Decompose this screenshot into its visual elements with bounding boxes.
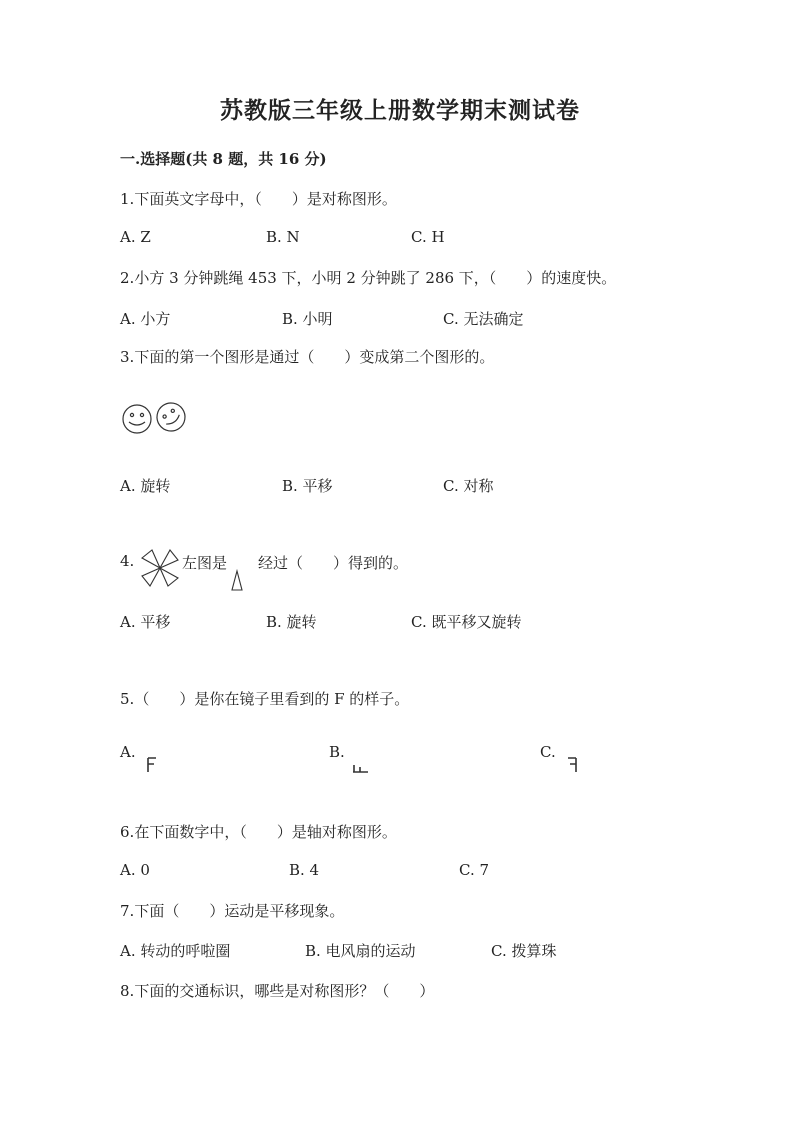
letter-f-mirrored-icon (566, 757, 578, 773)
question-1 (120, 188, 397, 209)
question-text: 在下面数字中，（ ）是轴对称图形。 (134, 823, 397, 841)
triangle-blade-icon (230, 570, 244, 592)
question-3 (120, 346, 494, 367)
question-text: 下面英文字母中，（ ）是对称图形。 (134, 190, 397, 208)
question-number: 2. (120, 269, 135, 287)
question-text: 下面的交通标识，哪些是对称图形？（ ） (134, 982, 435, 1000)
smiley-faces-icon (120, 400, 190, 436)
option-a: A. 平移 (120, 613, 171, 631)
option-b: B. 电风扇的运动 (305, 942, 416, 960)
question-number: 6. (120, 823, 135, 841)
option-b: B. 旋转 (266, 613, 317, 631)
question-number: 8. (120, 982, 135, 1000)
question-text: 小方 3 分钟跳绳 453 下，小明 2 分钟跳了 286 下，（ ）的速度快。 (134, 269, 617, 287)
question-6 (120, 821, 397, 842)
section-heading: 一.选择题(共 8 题，共 16 分) (120, 150, 327, 168)
option-c: C. 拨算珠 (491, 942, 557, 960)
question-7 (120, 900, 344, 921)
question-4-number: 4. (120, 552, 135, 570)
option-b: B. 小明 (282, 310, 333, 328)
option-a: A. 小方 (120, 310, 171, 328)
question-text: 下面的第一个图形是通过（ ）变成第二个图形的。 (134, 348, 495, 366)
question-text: 下面（ ）运动是平移现象。 (134, 902, 345, 920)
option-a: A. Z (120, 228, 151, 246)
option-c: C. 7 (459, 861, 490, 879)
question-4-text-after: 经过（ ）得到的。 (258, 554, 409, 572)
option-a: A. 旋转 (120, 477, 171, 495)
question-4-text-before: 左图是 (182, 554, 228, 572)
option-c: C. 既平移又旋转 (411, 613, 522, 631)
question-5 (120, 688, 409, 709)
letter-f-upright-icon (146, 757, 158, 773)
page-title: 苏教版三年级上册数学期末测试卷 (220, 97, 580, 124)
question-text: （ ）是你在镜子里看到的 F 的样子。 (134, 690, 410, 708)
pinwheel-icon (138, 548, 182, 588)
option-a: A. 0 (120, 861, 150, 879)
question-number: 5. (120, 690, 135, 708)
question-number: 1. (120, 190, 135, 208)
question-8 (120, 980, 434, 1001)
option-c: C. 对称 (443, 477, 494, 495)
option-b: B. (329, 743, 345, 761)
option-c: C. H (411, 228, 445, 246)
option-c: C. 无法确定 (443, 310, 524, 328)
option-a: A. (120, 743, 136, 761)
question-number: 7. (120, 902, 135, 920)
question-2 (120, 267, 616, 288)
question-number: 3. (120, 348, 135, 366)
option-b: B. 平移 (282, 477, 333, 495)
option-b: B. N (266, 228, 300, 246)
option-c: C. (540, 743, 556, 761)
option-a: A. 转动的呼啦圈 (120, 942, 231, 960)
letter-f-rotated-icon (352, 762, 370, 774)
option-b: B. 4 (289, 861, 320, 879)
